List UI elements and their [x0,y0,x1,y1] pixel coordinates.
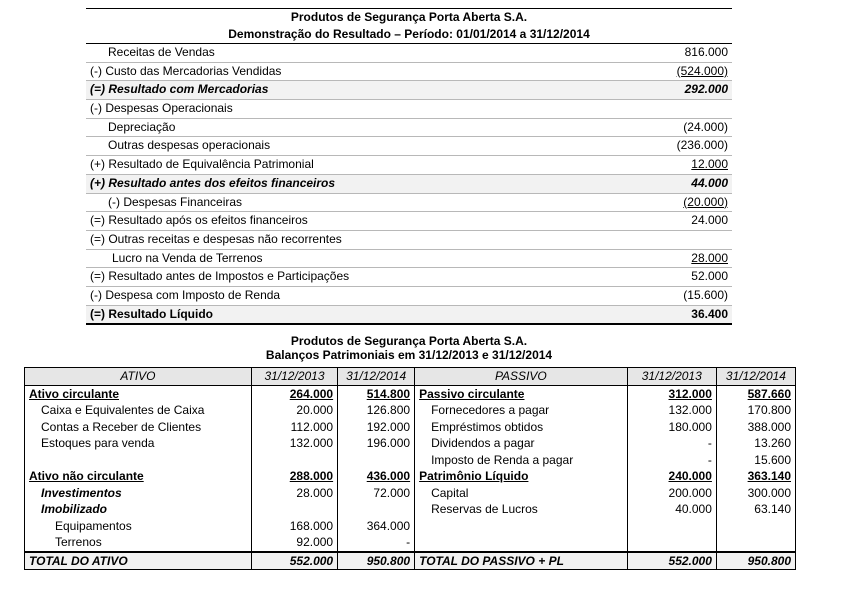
balance-sheet-table [24,367,796,570]
cell [251,501,337,518]
cell: 132.000 [627,402,716,419]
cell: 40.000 [627,501,716,518]
cell: Caixa e Equivalentes de Caixa [41,403,205,417]
cell: 192.000 [338,419,415,436]
cell: - [338,534,415,552]
cell: 514.800 [338,385,415,402]
cell: 92.000 [251,534,337,552]
row-label: Receitas de Vendas [108,45,215,59]
col-header-2013: 31/12/2013 [251,368,337,386]
cell: 363.140 [716,468,795,485]
row-value: (524.000) [676,63,728,78]
cell: 20.000 [251,402,337,419]
row-value: 28.000 [691,250,728,265]
cell [627,534,716,552]
cell: 552.000 [627,552,716,570]
cell: - [627,435,716,452]
row-label: (=) Resultado com Mercadorias [90,82,269,97]
income-row [86,250,732,269]
col-header-2014: 31/12/2014 [716,368,795,386]
cell [716,518,795,535]
income-row [86,194,732,213]
row-value: 52.000 [691,269,728,284]
cell: 288.000 [251,468,337,485]
balance-period-title: Balanços Patrimoniais em 31/12/2013 e 31/12/2014 [265,348,553,362]
table-row [25,485,796,502]
row-value: 36.400 [691,306,728,321]
table-total-row [25,552,796,570]
col-header-passivo: PASSIVO [415,368,628,386]
cell: 240.000 [627,468,716,485]
cell: 63.140 [716,501,795,518]
balance-sheet-title [86,334,732,362]
table-row [25,435,796,452]
cell [415,518,628,535]
cell: 264.000 [251,385,337,402]
cell: Investimentos [41,485,122,500]
cell: 364.000 [338,518,415,535]
income-row [86,137,732,156]
col-header-ativo: ATIVO [25,368,252,386]
cell: Equipamentos [55,518,132,533]
row-value: 292.000 [684,82,728,97]
income-row [86,119,732,138]
income-row [86,81,732,100]
cell: 126.800 [338,402,415,419]
cell: 196.000 [338,435,415,452]
income-statement [86,8,732,325]
income-row [86,287,732,306]
row-label: Lucro na Venda de Terrenos [112,250,263,265]
table-row [25,518,796,535]
table-row [25,534,796,552]
cell: 132.000 [251,435,337,452]
cell [716,534,795,552]
income-row [86,63,732,82]
row-value: 12.000 [691,157,728,172]
row-label: (-) Custo das Mercadorias Vendidas [90,63,282,78]
income-row [86,44,732,63]
cell: 312.000 [627,385,716,402]
table-row [25,402,796,419]
cell: Imobilizado [41,502,107,516]
cell: TOTAL DO PASSIVO + PL [415,552,628,570]
cell: 13.260 [716,435,795,452]
cell: 300.000 [716,485,795,502]
cell: Dividendos a pagar [415,435,628,452]
cell: Capital [415,485,628,502]
cell: Ativo não circulante [29,469,144,483]
table-row [25,468,796,485]
cell: - [627,452,716,469]
income-row [86,100,732,119]
income-company-title: Produtos de Segurança Porta Aberta S.A. [290,10,528,24]
table-row [25,452,796,469]
cell: Estoques para venda [41,436,155,450]
table-row [25,385,796,402]
row-value: (236.000) [676,138,728,153]
income-period-title: Demonstração do Resultado – Período: 01/01/2014 a 31/12/2014 [86,26,732,44]
row-label: (=) Resultado após os efeitos financeiros [90,213,308,228]
cell: 950.800 [716,552,795,570]
income-row [86,268,732,287]
income-row [86,156,732,175]
cell [415,534,628,552]
income-row-net-result [86,306,732,326]
cell: 170.800 [716,402,795,419]
cell: 180.000 [627,419,716,436]
col-header-2013: 31/12/2013 [627,368,716,386]
row-label: (-) Despesa com Imposto de Renda [90,287,281,302]
col-header-2014: 31/12/2014 [338,368,415,386]
cell: Fornecedores a pagar [415,402,628,419]
row-label: (-) Despesas Financeiras [108,194,243,209]
row-value: (24.000) [683,119,728,134]
cell: 28.000 [251,485,337,502]
cell [338,452,415,469]
cell: Empréstimos obtidos [415,419,628,436]
table-header-row [25,368,796,386]
cell: 436.000 [338,468,415,485]
table-row [25,419,796,436]
cell: Terrenos [55,535,102,549]
cell: 72.000 [338,485,415,502]
row-value: 24.000 [691,213,728,228]
income-row [86,175,732,194]
row-value: (20.000) [683,194,728,209]
cell: Reservas de Lucros [415,501,628,518]
cell [251,452,337,469]
row-label: Depreciação [108,119,176,134]
income-row [86,212,732,231]
table-row [25,501,796,518]
cell: 552.000 [251,552,337,570]
row-value: 44.000 [691,175,728,190]
cell: Patrimônio Líquido [415,468,628,485]
row-label: (=) Resultado antes de Impostos e Participações [90,269,350,284]
cell: 950.800 [338,552,415,570]
income-row [86,231,732,250]
cell: 200.000 [627,485,716,502]
row-label: (+) Resultado de Equivalência Patrimonial [90,157,314,172]
row-label: (=) Outras receitas e despesas não recorrentes [90,231,342,246]
cell: 388.000 [716,419,795,436]
cell: 587.660 [716,385,795,402]
row-label: Outras despesas operacionais [108,138,271,153]
row-label: (-) Despesas Operacionais [90,101,233,116]
balance-company-title: Produtos de Segurança Porta Aberta S.A. [290,334,528,348]
row-label: (=) Resultado Líquido [90,306,213,321]
row-label: (+) Resultado antes dos efeitos financeiros [90,175,336,190]
cell: 168.000 [251,518,337,535]
cell: Contas a Receber de Clientes [41,419,202,434]
cell: 112.000 [251,419,337,436]
cell: Ativo circulante [29,386,120,401]
cell: Imposto de Renda a pagar [415,452,628,469]
cell: TOTAL DO ATIVO [25,552,252,570]
cell: 15.600 [716,452,795,469]
cell [627,518,716,535]
row-value: (15.600) [683,287,728,302]
cell: Passivo circulante [415,385,628,402]
cell [25,452,252,469]
row-value: 816.000 [684,45,728,59]
cell [338,501,415,518]
